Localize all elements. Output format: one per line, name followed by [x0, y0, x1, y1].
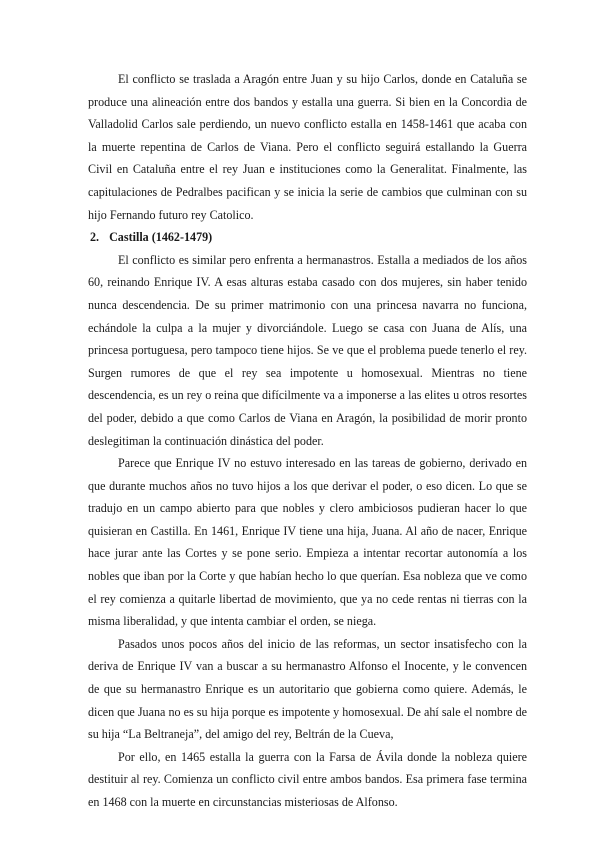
paragraph-enrique-marriages: El conflicto es similar pero enfrenta a hermanastros. Estalla a mediados de los años 60, reinando Enrique IV. A esas alturas estaba casado con dos mujeres, sin haber tenido nunca descendencia. De su primer matrimonio con una princesa navarra no funciona, echándole la culpa a la mujer y divorciándole. Luego se casa con Juana de Alís, una princesa portuguesa, pero tampoco tiene hijos. Se ve que el problema puede tenerlo el rey. Surgen rumores de que el rey sea impotente u homosexual. Mientras no tiene descendencia, es un rey o reina que difícilmente va a imponerse a las elites u otros resortes del poder, debido a que como Carlos de Viana en Aragón, la posibilidad de morir pronto deslegitiman la continuación dinástica del poder.: [88, 252, 527, 448]
section-title: Castilla (1462-1479): [109, 230, 213, 245]
section-number: 2.: [90, 230, 100, 245]
paragraph-farsa-de-avila: Por ello, en 1465 estalla la guerra con la Farsa de Ávila donde la nobleza quiere destituir al rey. Comienza un conflicto civil entre ambos bandos. Esa primera fase termina en 1468 con la muerte en circunstancias misteriosas de Alfonso.: [88, 749, 527, 809]
document-page: [88, 68, 527, 814]
paragraph-enrique-government: Parece que Enrique IV no estuvo interesado en las tareas de gobierno, derivado en que durante muchos años no tuvo hijos a los que derivar el poder, o eso dicen. Lo que se tradujo en un campo abierto para que nobles y clero ambiciosos pudieran hacer lo que quisieran en Castilla. En 1461, Enrique IV tiene una hija, Juana. Al año de nacer, Enrique hace jurar ante las Cortes y se pone serio. Empieza a intentar recortar autonomía a los nobles que iban por la Corte y que habían hecho lo que querían. Esa nobleza que ve como el rey comienza a quitarle libertad de movimiento, que ya no cede rentas ni tierras con la misma liberalidad, y que intenta cambiar el orden, se niega.: [88, 456, 527, 629]
paragraph-aragon-conflict: El conflicto se traslada a Aragón entre Juan y su hijo Carlos, donde en Cataluña se produce una alineación entre dos bandos y estalla una guerra. Si bien en la Concordia de Valladolid Carlos sale perdiendo, un nuevo conflicto estalla en 1458-1461 que acaba con la muerte repentina de Carlos de Viana. Pero el conflicto seguirá estallando la Guerra Civil en Cataluña entre el rey Juan e instituciones como la Generalitat. Finalmente, las capitulaciones de Pedralbes pacifican y se inicia la serie de cambios que culminan con su hijo Fernando futuro rey Catolico.: [88, 72, 527, 222]
section-heading: [88, 226, 527, 249]
paragraph-alfonso-reforms: Pasados unos pocos años del inicio de las reformas, un sector insatisfecho con la deriva de Enrique IV van a buscar a su hermanastro Alfonso el Inocente, y le convencen de que su hermanastro Enrique es un autoritario que gobierna como quiere. Además, le dicen que Juana no es su hija porque es impotente y homosexual. De ahí sale el nombre de su hija “La Beltraneja”, del amigo del rey, Beltrán de la Cueva,: [88, 636, 527, 742]
